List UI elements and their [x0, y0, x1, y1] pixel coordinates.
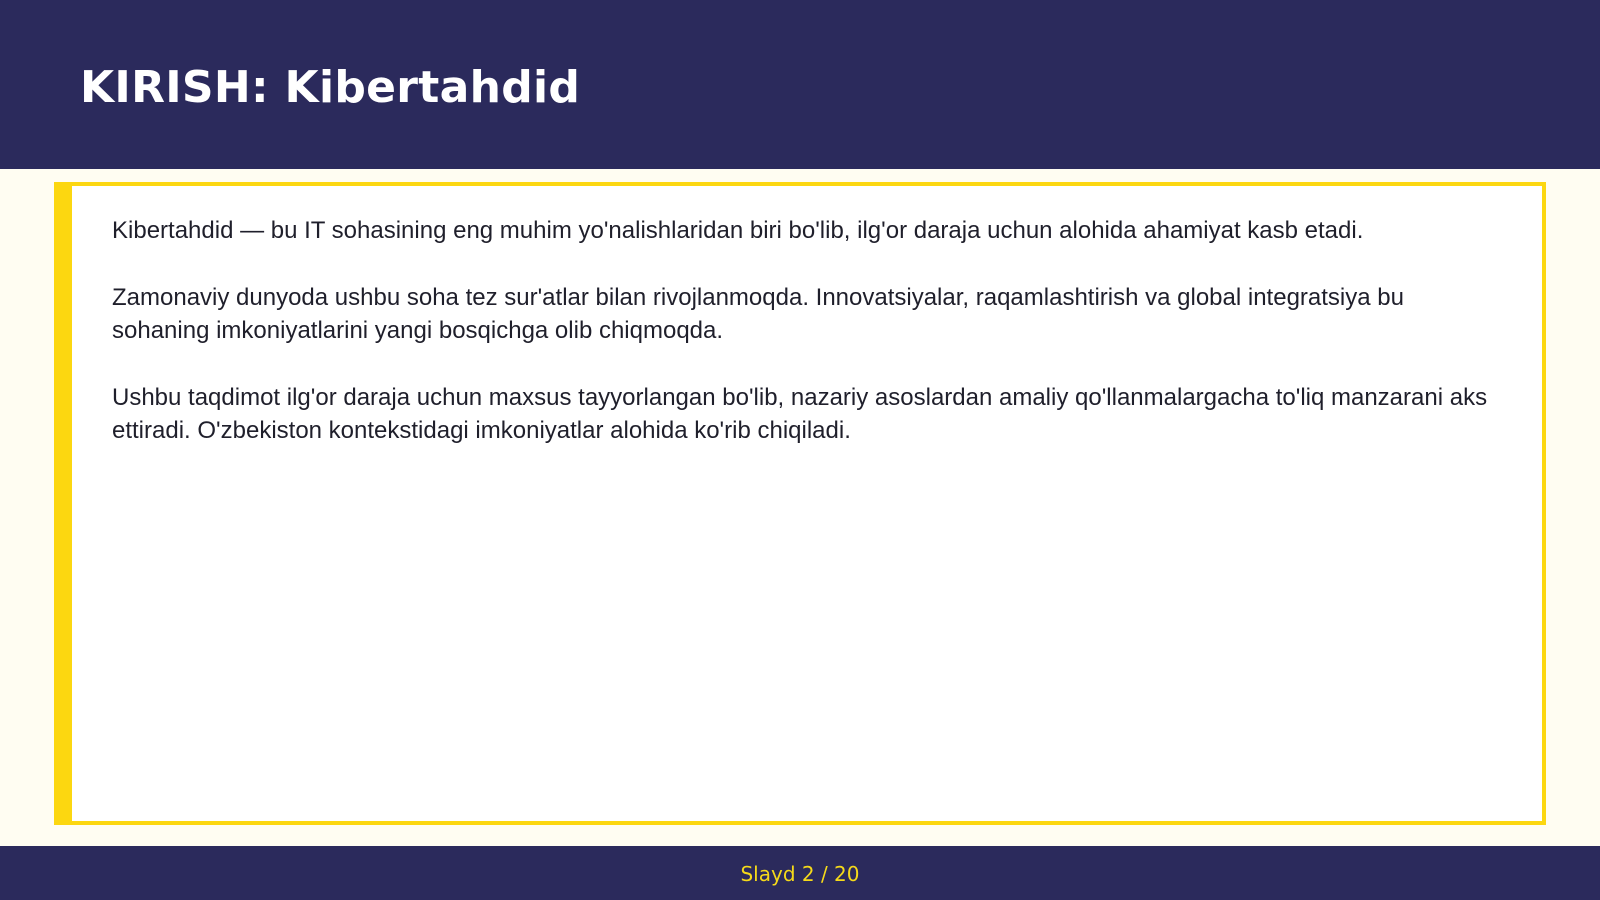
slide-title: KIRISH: Kibertahdid: [80, 62, 581, 113]
slide-number: Slayd 2 / 20: [740, 862, 860, 886]
content-text: [112, 214, 1507, 481]
slide-footer: [0, 846, 1600, 900]
intro-paragraph: Kibertahdid — bu IT sohasining eng muhim yo'nalishlaridan biri bo'lib, ilg'or daraja uchun alohida ahamiyat kasb etadi.: [112, 217, 1364, 244]
presentation-scope-paragraph: Ushbu taqdimot ilg'or daraja uchun maxsus tayyorlangan bo'lib, nazariy asoslardan amaliy qo'llanmalargacha to'liq manzarani aks ettiradi. O'zbekiston kontekstidagi imkoniyatlar alohida ko'rib chiqiladi.: [112, 384, 1488, 444]
content-panel: [54, 182, 1546, 825]
modern-world-paragraph: Zamonaviy dunyoda ushbu soha tez sur'atlar bilan rivojlanmoqda. Innovatsiyalar, raqamlashtirish va global integratsiya bu sohaning imkoniyatlarini yangi bosqichga olib chiqmoqda.: [112, 284, 1404, 344]
slide-header: [0, 0, 1600, 169]
